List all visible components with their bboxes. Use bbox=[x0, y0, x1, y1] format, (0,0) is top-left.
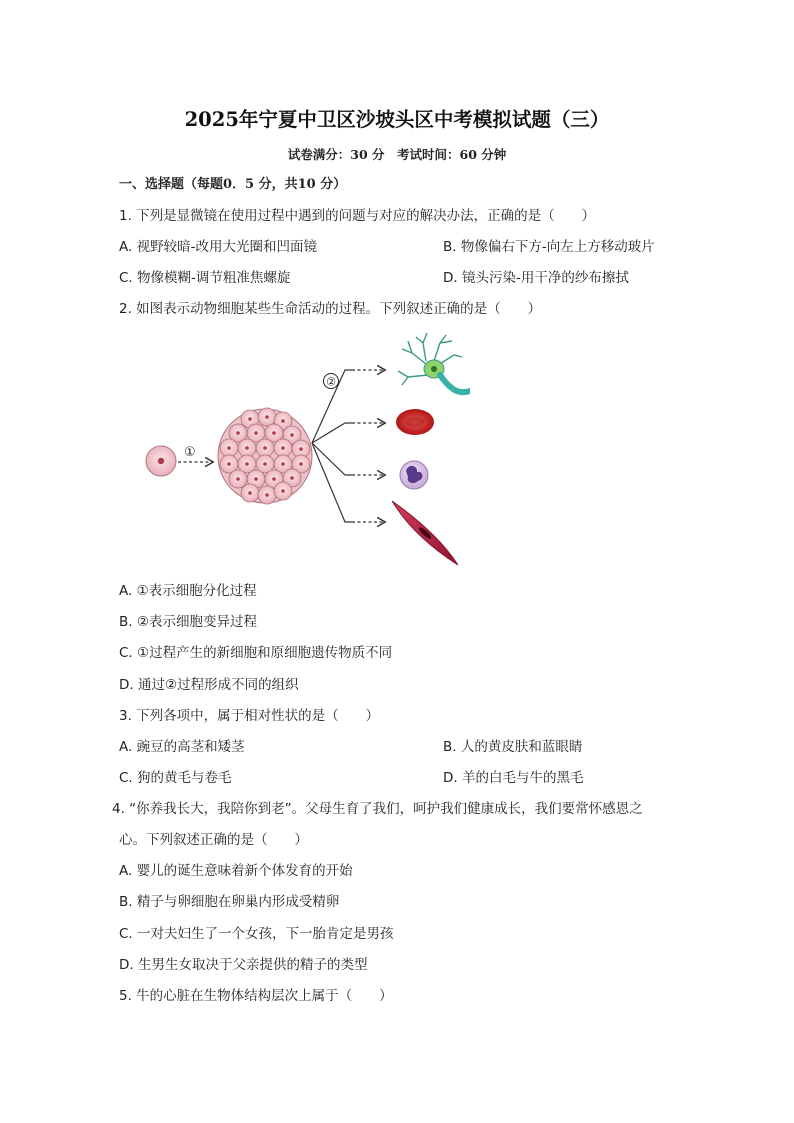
q4-option-a: A. 婴儿的诞生意味着新个体发育的开始 bbox=[119, 863, 353, 879]
process-2-label: ② bbox=[326, 375, 336, 389]
q3-option-c: C. 狗的黄毛与卷毛 bbox=[119, 770, 232, 786]
section-heading: 一、选择题（每题0．5 分，共10 分） bbox=[119, 177, 347, 192]
q5-stem: 5. 牛的心脏在生物体结构层次上属于（ ） bbox=[119, 988, 393, 1004]
q4-stem-line-1: 4. “你养我长大，我陪你到老”。父母生育了我们，呵护我们健康成长，我们要常怀感恩之 bbox=[112, 801, 643, 817]
q3-option-b: B. 人的黄皮肤和蓝眼睛 bbox=[443, 739, 583, 755]
neuron-cell bbox=[398, 333, 470, 392]
q3-option-a: A. 豌豆的高茎和矮茎 bbox=[119, 739, 245, 755]
process-2-marker bbox=[324, 374, 339, 389]
exam-subtitle: 试卷满分：30 分 考试时间：60 分钟 bbox=[287, 147, 507, 162]
q2-option-d: D. 通过②过程形成不同的组织 bbox=[119, 677, 299, 693]
q1-option-c: C. 物像模糊-调节粗准焦螺旋 bbox=[119, 270, 291, 286]
q2-stem: 2. 如图表示动物细胞某些生命活动的过程。下列叙述正确的是（ ） bbox=[119, 301, 542, 317]
process-1-label: ① bbox=[184, 445, 196, 460]
white-blood-cell bbox=[400, 461, 428, 489]
q4-stem-line-2: 心。下列叙述正确的是（ ） bbox=[119, 832, 308, 848]
muscle-cell bbox=[392, 501, 458, 565]
q4-option-c: C. 一对夫妇生了一个女孩，下一胎肯定是男孩 bbox=[119, 926, 394, 942]
q3-stem: 3. 下列各项中，属于相对性状的是（ ） bbox=[119, 708, 380, 724]
q3-option-d: D. 羊的白毛与牛的黑毛 bbox=[443, 770, 584, 786]
cell-cluster bbox=[218, 408, 312, 504]
q2-option-a: A. ①表示细胞分化过程 bbox=[119, 583, 257, 599]
process-2-branches bbox=[312, 370, 384, 522]
red-blood-cell bbox=[396, 409, 434, 435]
q1-option-d: D. 镜头污染-用干净的纱布擦拭 bbox=[443, 270, 629, 286]
q4-option-d: D. 生男生女取决于父亲提供的精子的类型 bbox=[119, 957, 368, 973]
q1-option-a: A. 视野较暗-改用大光圈和凹面镜 bbox=[119, 239, 317, 255]
q1-stem: 1. 下列是显微镜在使用过程中遇到的问题与对应的解决办法，正确的是（ ） bbox=[119, 208, 596, 224]
single-cell bbox=[146, 446, 176, 476]
cell-differentiation-diagram bbox=[140, 325, 470, 570]
q2-option-b: B. ②表示细胞变异过程 bbox=[119, 614, 257, 630]
q4-option-b: B. 精子与卵细胞在卵巢内形成受精卵 bbox=[119, 894, 340, 910]
q1-option-b: B. 物像偏右下方-向左上方移动玻片 bbox=[443, 239, 655, 255]
q2-option-c: C. ①过程产生的新细胞和原细胞遗传物质不同 bbox=[119, 645, 393, 661]
exam-title: 2025年宁夏中卫区沙坡头区中考模拟试题（三） bbox=[184, 108, 610, 131]
